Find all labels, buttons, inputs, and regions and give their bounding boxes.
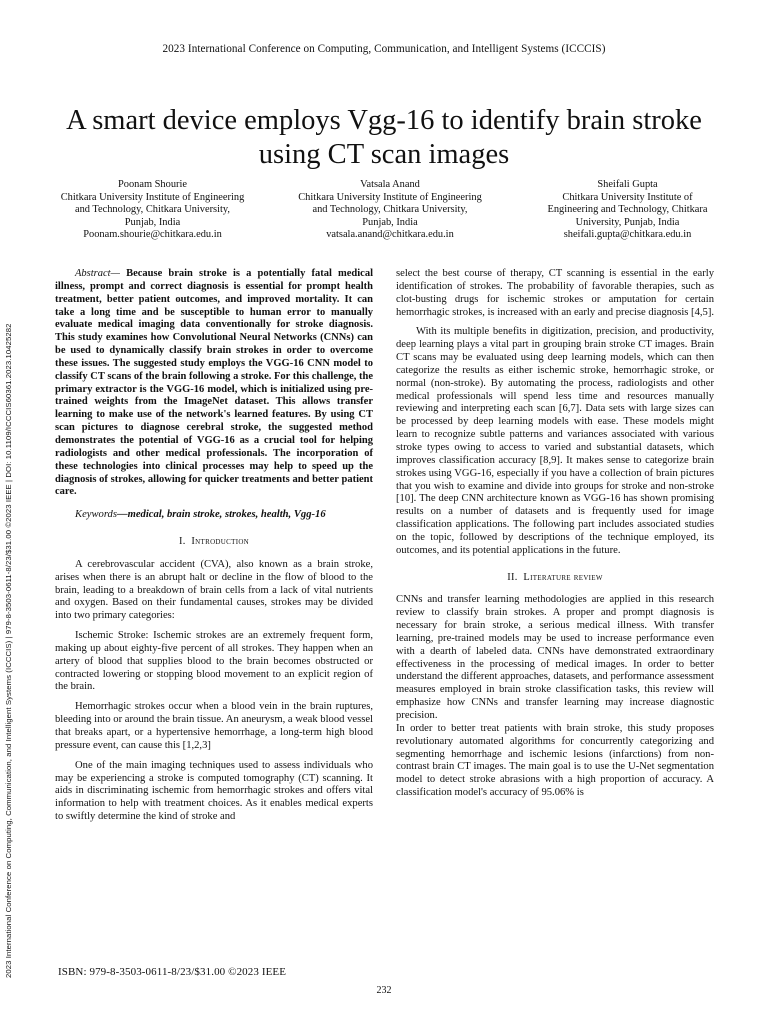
page-number: 232 (376, 985, 392, 996)
author-name: Vatsala Anand (360, 179, 420, 190)
author-affiliation-line: Punjab, India (124, 216, 181, 228)
paragraph: In order to better treat patients with brain stroke, this study proposes revolutionary automated algorithms for concurrently categorizing and segmenting hemorrhage and ischemic lesions (infarctions) from non-contrast brain CT images. The main goal is to use the U-Net segmentation model to detect stroke abrasions with a high proportion of accuracy. A classification model's accuracy of 95.06% is (396, 722, 714, 799)
paragraph: select the best course of therapy, CT scanning is essential in the early identification of strokes. The probability of favorable therapies, such as clot-busting drugs for ischemic strokes or amputation for certain hemorrhagic strokes, is increased with an early and precise diagnosis [4,5]. (396, 268, 715, 318)
keywords-text: —medical, brain stroke, strokes, health, Vgg-16 (116, 509, 326, 521)
author-affiliation-line: and Technology, Chitkara University, (74, 204, 230, 216)
conference-header: 2023 International Conference on Computing, Communication, and Intelligent Systems (ICCCIS) (162, 43, 606, 55)
paragraph: With its multiple benefits in digitization, precision, and productivity, deep learning plays a vital part in grouping brain stroke CT images. Brain CT scans may be evaluated using deep learning models, which can then categorize the results as either ischemic stroke, hemorrhagic stroke, or normal (non-stroke). By automating the process, radiologists and other medical professionals will spend less time and resources manually reviewing and interpreting each scan [6,7]. Data sets with large sizes can be processed by deep learning models with ease. These models might learn to recognize subtle patterns and variances associated with various stroke types owing to access to varied and substantial datasets, which improves classification accuracy [8,9]. It makes sense to categorize brain strokes using VGG-16, especially if you have a collection of brain pictures that you wish to examine and divide into groups for stroke and non-stroke [10]. The deep CNN architecture known as VGG-16 has shown promising results on a number of datasets and is frequently used for image classification applications. The following part includes associated studies on the topic, followed by descriptions of the technique employed, its outcomes, and its potential applications in the future. (396, 326, 714, 556)
abstract (55, 268, 373, 499)
paragraph: A cerebrovascular accident (CVA), also known as a brain stroke, arises when there is an abrupt halt or decline in the flow of blood to the brain, leading to a breakdown of brain cells from a lack of vital nutrients and oxygen. Based on their fundamental causes, strokes may be divided into two primary categories: (55, 558, 373, 622)
section-heading-literature-review: II. Literature review (507, 571, 603, 583)
author-affiliation-line: Engineering and Technology, Chitkara (547, 204, 708, 216)
side-identifier: 2023 International Conference on Computing, Communication, and Intelligent Systems (ICCCIS) | 979-8-3503-0611-8/23/$31.00 ©2023 IEEE | DOI: 10.1109/ICCCIS60361.2023.10425282 (4, 323, 13, 978)
paragraph: One of the main imaging techniques used to assess individuals who may be experiencing a stroke is computed tomography (CT) scanning. It aids in discriminating ischemic from hemorrhagic strokes and offers vital information to help with treatment choices. As it enables medical experts to swiftly determine the kind of stroke and (55, 759, 373, 823)
author-email: vatsala.anand@chitkara.edu.in (326, 229, 454, 241)
paragraph: CNNs and transfer learning methodologies are applied in this research review to classify brain strokes. A proper and prompt diagnosis is necessary for brain stroke, a serious medical illness. With transfer learning, pre-trained models may be used to increase performance even with a dearth of labeled data. CNNs have demonstrated extraordinary effectiveness in the processing of medical images. In order to better understand the different approaches, datasets, and performance assessment measures employed in brain stroke classification tasks, this review will emphasize how CNNs and transfer learning may increase diagnostic precision. (396, 594, 714, 721)
author-affiliation-line: Chitkara University Institute of Engineering (60, 191, 245, 203)
author-affiliation-line: University, Punjab, India (575, 216, 680, 228)
abstract-text: Because brain stroke is a potentially fatal medical illness, prompt and correct diagnosis is essential for prompt health treatment, better patient outcomes, and improved mortality. It can take a long time and be susceptible to human error to manually evaluate medical imaging data conventionally for stroke diagnosis. This study examines how Convolutional Neural Networks (CNNs) can be used to dynamically classify brain strokes in order to overcome these issues. The suggested study employs the VGG-16 CNN model to classify CT scans of the brain following a stroke. For this challenge, the primary extractor is the VGG-16 model, which is initialized using pre-trained weights from the ImageNet dataset. This allows transfer learning to make use of the network's learned features. By using CT scan pictures to diagnose cerebral stroke, the suggested method demonstrates the potential of VGG-16 as a crucial tool for helping radiologists and other medical professionals. The incorporation of these technologies into clinical processes may help to speed up the diagnosis of strokes, allowing for quicker treatments and better patient care. (55, 268, 373, 498)
footer-isbn: ISBN: 979-8-3503-0611-8/23/$31.00 ©2023 IEEE (58, 966, 287, 978)
author-affiliation-line: Punjab, India (362, 216, 418, 228)
author-email: Poonam.shourie@chitkara.edu.in (83, 229, 222, 241)
author-affiliation-line: Chitkara University Institute of Engineering (298, 191, 482, 203)
paper-title: A smart device employs Vgg-16 to identify brain stroke using CT scan images (66, 105, 702, 170)
left-column (55, 268, 373, 824)
author-1 (40, 179, 265, 242)
author-block (40, 179, 740, 242)
paragraph: Hemorrhagic strokes occur when a blood vein in the brain ruptures, bleeding into or around the brain tissue. An aneurysm, a weak blood vessel that breaks apart, or a hypertensive hemorrhage, a long-term high blood pressure event, can cause this [1,2,3] (55, 701, 373, 751)
abstract-label: Abstract— (75, 268, 127, 279)
author-3 (515, 179, 740, 242)
right-column (396, 268, 714, 800)
keywords (55, 509, 373, 522)
author-affiliation-line: Chitkara University Institute of (562, 191, 693, 203)
keywords-label: Keywords (75, 509, 117, 521)
author-email: sheifali.gupta@chitkara.edu.in (563, 229, 692, 241)
author-affiliation-line: and Technology, Chitkara University, (312, 204, 468, 216)
author-name: Poonam Shourie (118, 179, 187, 190)
paragraph: Ischemic Stroke: Ischemic strokes are an extremely frequent form, making up about eighty-five percent of all strokes. They happen when an artery of blood that supplies blood to the brain becomes obstructed or contracted lowering or stopping blood movement to an explicit region of the brain. (55, 630, 373, 693)
author-name: Sheifali Gupta (597, 179, 658, 190)
section-heading-introduction: I. Introduction (178, 536, 250, 548)
author-2 (278, 179, 503, 242)
